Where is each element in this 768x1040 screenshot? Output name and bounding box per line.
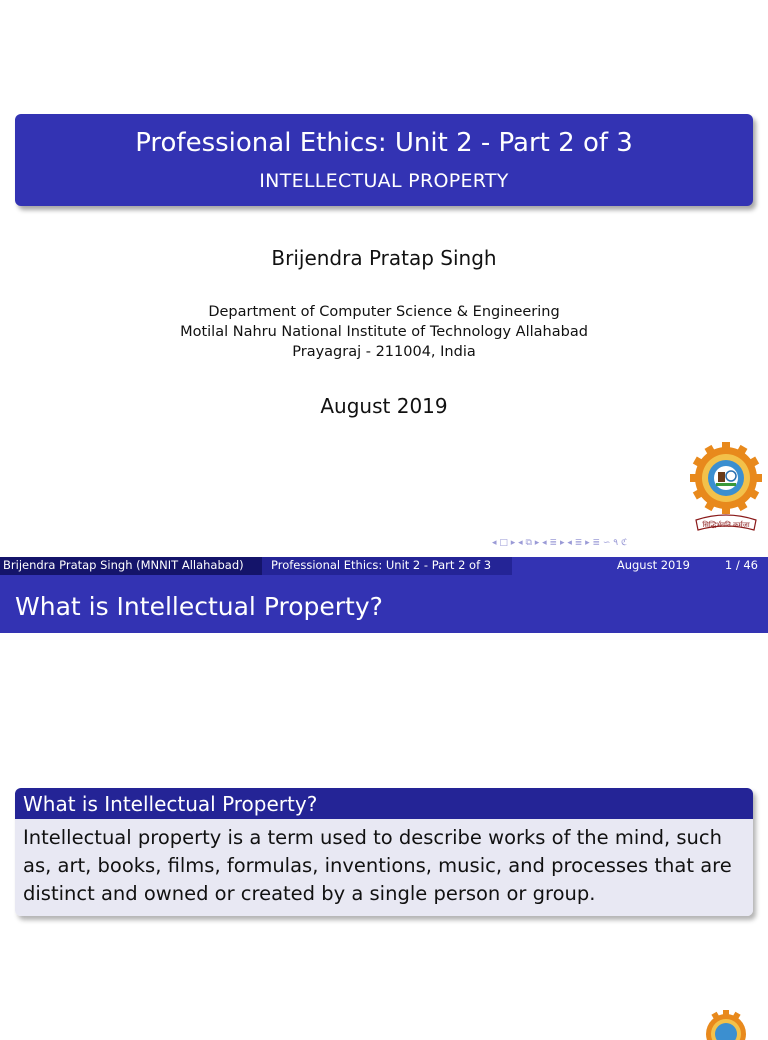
- frame-title: What is Intellectual Property?: [0, 575, 768, 633]
- author-name: Brijendra Pratap Singh: [271, 246, 497, 270]
- footer-title: Professional Ethics: Unit 2 - Part 2 of 3: [262, 557, 512, 575]
- institute-logo-icon: [690, 440, 762, 534]
- presentation-title: Professional Ethics: Unit 2 - Part 2 of 3: [135, 128, 633, 158]
- presentation-subtitle: INTELLECTUAL PROPERTY: [259, 170, 509, 192]
- footer-bar: [0, 557, 768, 575]
- footer-date-page: [512, 557, 768, 575]
- block-title: What is Intellectual Property?: [15, 788, 753, 819]
- logo-motto: सिद्धिर्भवति कर्मजा: [702, 521, 750, 529]
- institute-line: Motilal Nahru National Institute of Technology Allahabad: [180, 324, 588, 340]
- block-body: Intellectual property is a term used to describe works of the mind, such as, art, books, films, formulas, inventions, music, and processes that are distinct and owned or created by a single person or group.: [15, 819, 753, 916]
- institute-logo-icon: [702, 1010, 750, 1040]
- institute-line: Prayagraj - 211004, India: [292, 344, 476, 360]
- footer-page-number: 1 / 46: [724, 558, 758, 572]
- presentation-date: August 2019: [320, 394, 448, 418]
- title-box: [15, 114, 753, 206]
- beamer-navigation[interactable]: ◂ □ ▸ ◂ ⧉ ▸ ◂ ≣ ▸ ◂ ≣ ▸ ≣ ∽ ۹ ℭ: [492, 538, 628, 548]
- institute-line: Department of Computer Science & Engineering: [208, 304, 560, 320]
- footer-date: August 2019: [616, 558, 690, 572]
- definition-block: [15, 788, 753, 916]
- footer-author: Brijendra Pratap Singh (MNNIT Allahabad): [0, 557, 262, 575]
